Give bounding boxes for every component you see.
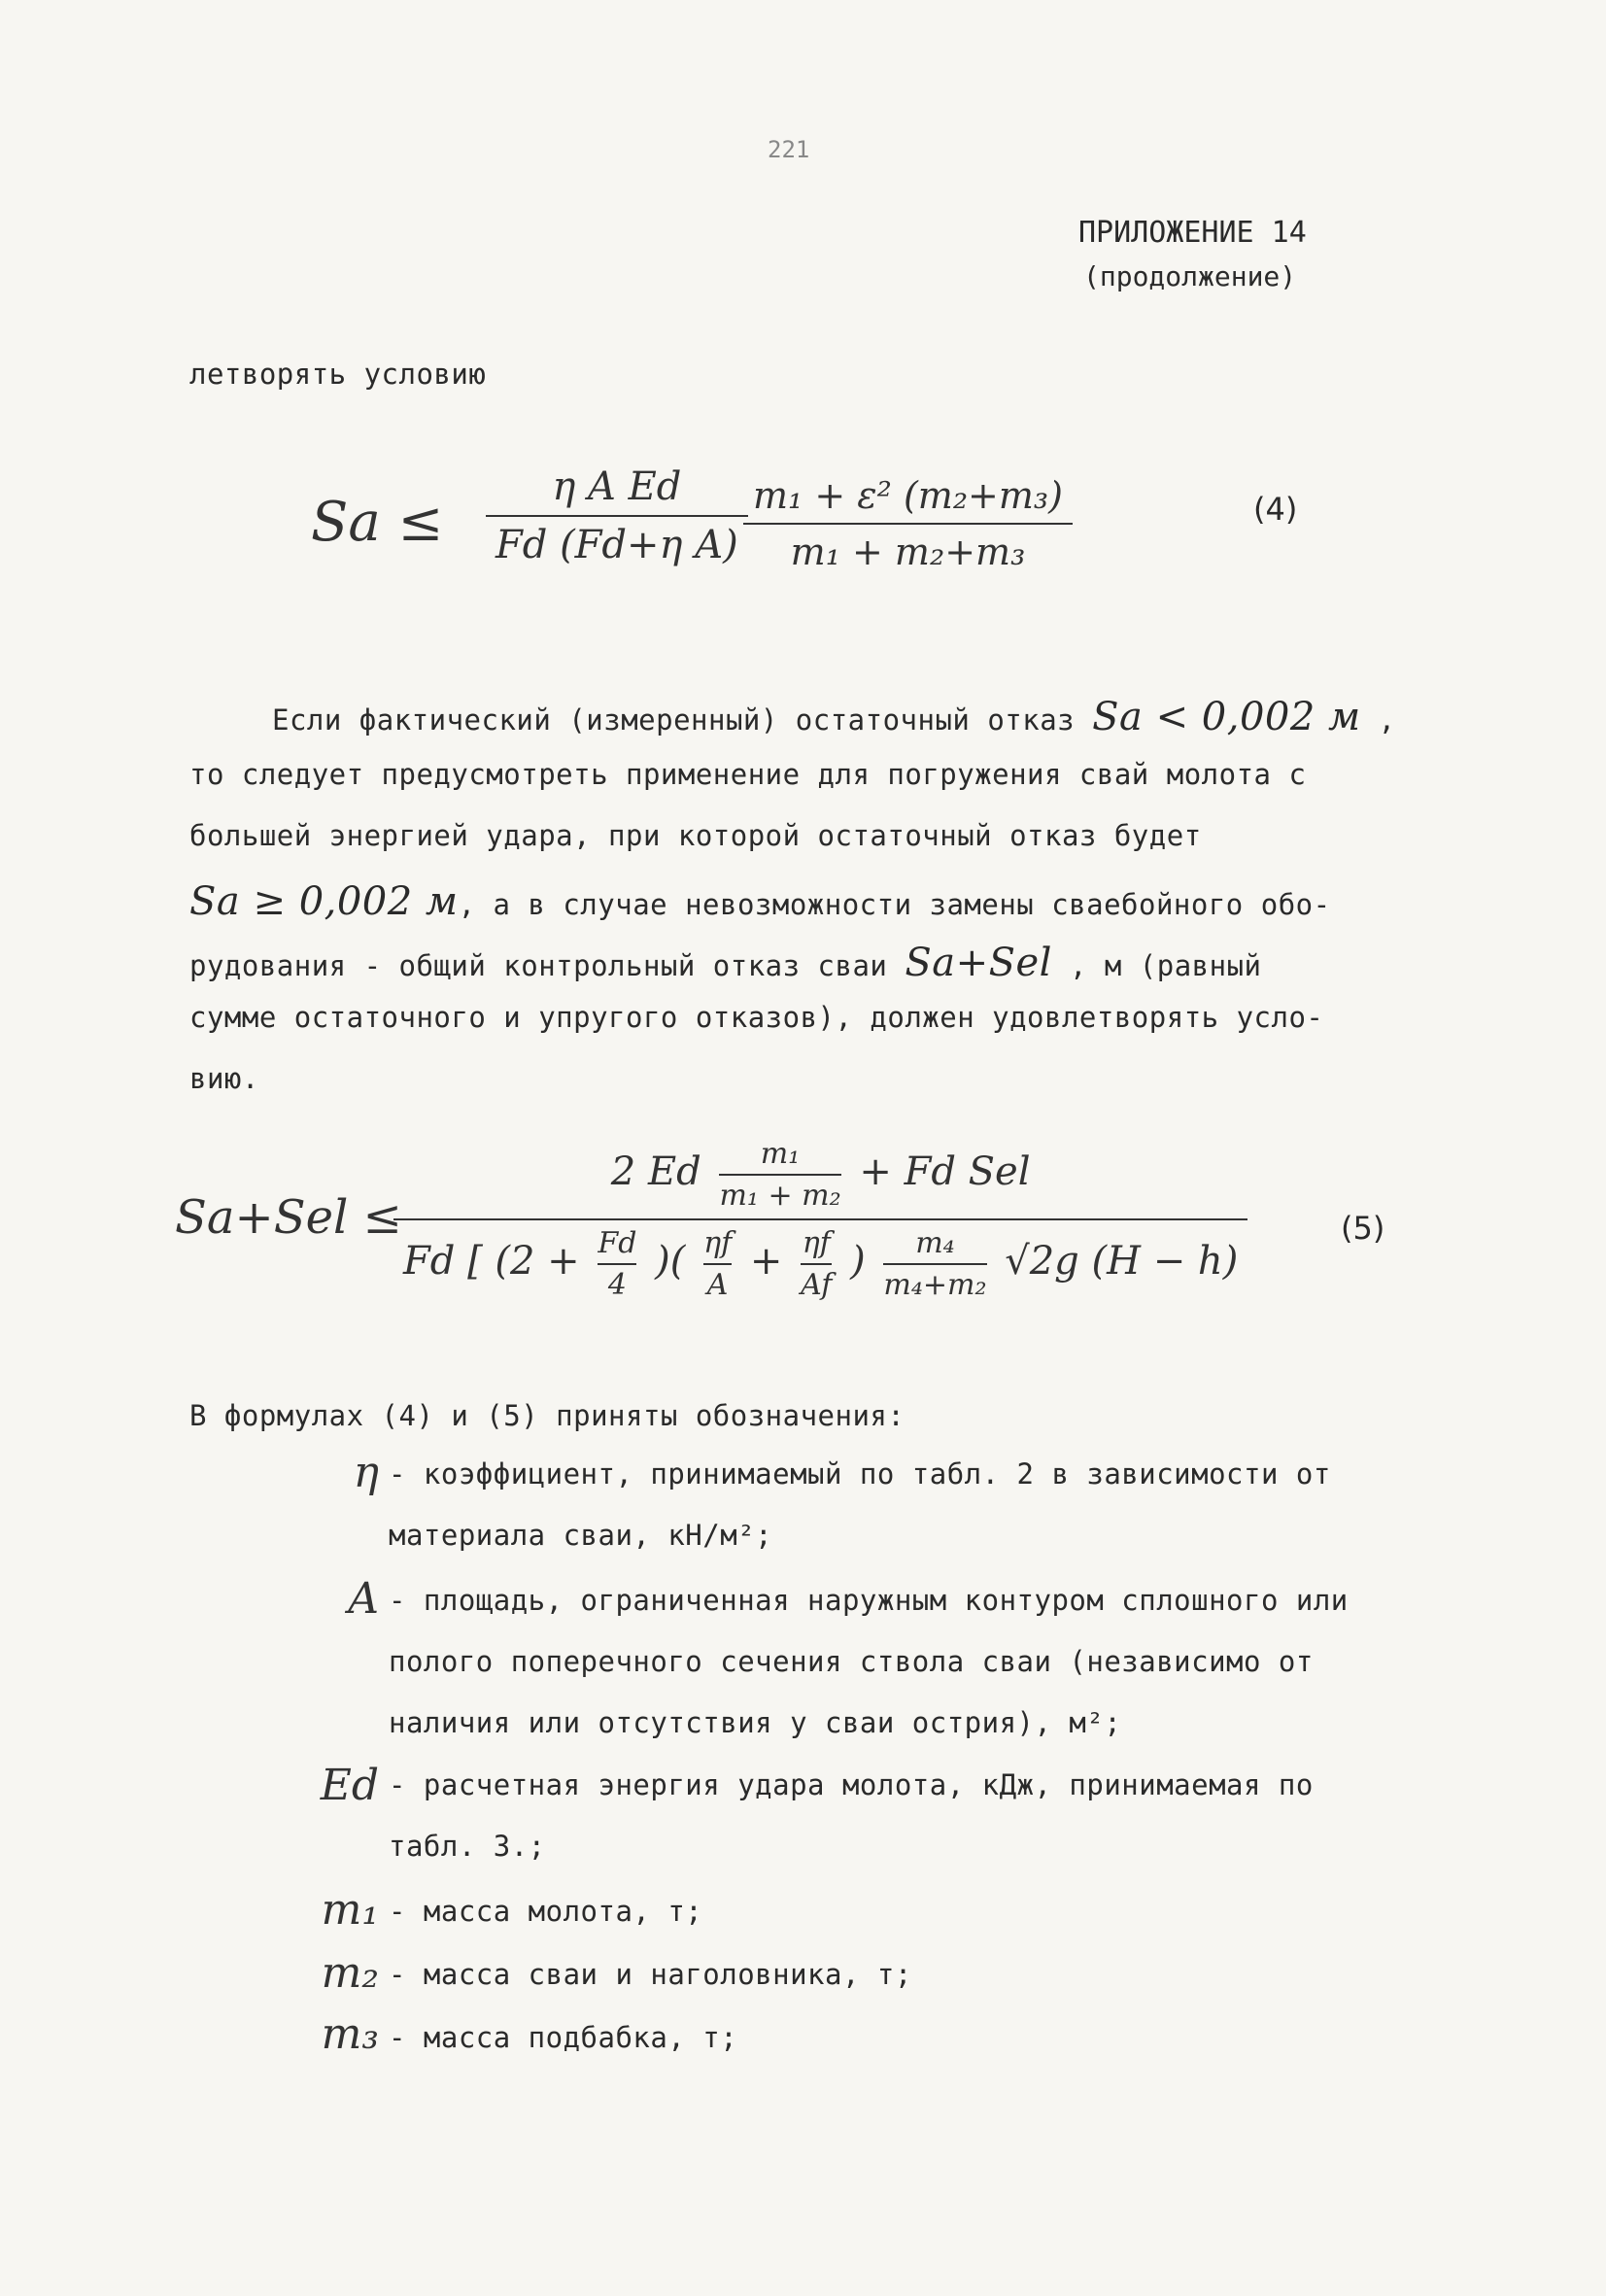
legend-symbol: Ed [320,1761,379,1810]
legend-definition: - площадь, ограниченная наружным контуром сплошного или [389,1584,1349,1617]
formula4-frac2-numerator: m₁ + ε² (m₂+m₃) [753,474,1063,517]
text-span: , м (равный [1051,949,1262,982]
formula-part: ηf [802,1226,831,1260]
formula-part: )( [655,1239,686,1284]
legend-definition: - масса подбабка, т; [389,2021,738,2054]
formula-part: 4 [607,1268,627,1302]
formula-subfraction [703,1226,732,1302]
formula5-numerator [601,1137,1041,1213]
appendix-title: ПРИЛОЖЕНИЕ 14 [1078,216,1307,250]
paragraph-line: то следует предусмотреть применение для погружения свай молота с [189,758,1307,791]
legend-definition: - масса молота, т; [389,1895,703,1928]
formula-part: m₄ [915,1226,955,1260]
legend-symbol: m₂ [321,1948,379,1998]
paragraph-line: вию. [189,1062,259,1095]
fraction-bar [393,1218,1247,1220]
formula4-frac2-denominator: m₁ + m₂+m₃ [790,531,1026,573]
formula5-denominator [393,1226,1247,1302]
formula-part: m₄+m₂ [883,1268,987,1302]
formula-part: Fd [598,1226,637,1260]
paragraph-line [189,879,1331,924]
formula-part: ) [850,1239,866,1284]
legend-symbol: m₃ [321,2009,379,2059]
legend-symbol: η [353,1448,379,1497]
formula4-fraction2 [743,474,1073,573]
fraction-bar [883,1263,986,1265]
formula-part: m₁ [760,1137,801,1171]
paragraph-line: большей энергией удара, при которой остаточный отказ будет [189,819,1202,852]
intro-text: летворять условию [189,358,487,391]
legend-symbol: m₁ [321,1885,379,1935]
formula-subfraction [598,1226,636,1302]
formula5-fraction [393,1137,1247,1302]
formula-subfraction [719,1137,840,1213]
formula4-number: (4) [1253,491,1298,528]
legend-definition: табл. 3.; [389,1830,546,1863]
formula4-frac1-numerator: η A Ed [552,464,682,509]
fraction-bar [486,515,748,517]
legend-definition: - расчетная энергия удара молота, кДж, принимаемая по [389,1768,1314,1801]
paragraph-line [272,695,1396,739]
formula-part: Af [801,1268,833,1302]
formula-part: A [706,1268,729,1302]
text-span: рудования - общий контрольный отказ сваи [189,949,906,982]
formula4-fraction1 [486,464,748,567]
text-span: , [1360,703,1396,737]
text-span: , а в случае невозможности замены сваебойного обо- [458,888,1331,921]
formula5-lhs: Sa+Sel ≤ [175,1190,402,1245]
fraction-bar [719,1174,840,1176]
legend-definition: - коэффициент, принимаемый по табл. 2 в зависимости от [389,1457,1331,1491]
legend-definition: материала сваи, кН/м²; [389,1519,773,1552]
inline-formula: Sa ≥ 0,002 м [189,879,459,924]
fraction-bar [743,523,1073,525]
legend-definition: наличия или отсутствия у сваи острия), м²; [389,1706,1122,1739]
formula-part: ηf [703,1226,733,1260]
formula-part: Fd [ (2 + [403,1239,580,1284]
formula-part: √2g (H − h) [1005,1239,1239,1284]
formula-subfraction [883,1226,986,1302]
inline-formula: Sa+Sel [905,941,1052,985]
inline-formula: Sa < 0,002 м [1092,695,1361,739]
formula4-lhs: Sa ≤ [311,491,444,554]
legend-definition: полого поперечного сечения ствола сваи (независимо от [389,1645,1314,1678]
legend-intro: В формулах (4) и (5) приняты обозначения: [189,1399,906,1432]
page-number: 221 [768,136,810,163]
formula-part: m₁ + m₂ [719,1179,841,1213]
text-span: Если фактический (измеренный) остаточный отказ [272,703,1093,737]
fraction-bar [598,1263,636,1265]
formula-subfraction [801,1226,832,1302]
appendix-subtitle: (продолжение) [1083,260,1297,292]
paragraph-line: сумме остаточного и упругого отказов), должен удовлетворять усло- [189,1001,1324,1034]
formula-part: + [749,1239,783,1284]
paragraph-line [189,941,1262,985]
fraction-bar [703,1263,732,1265]
formula-part: + Fd Sel [859,1149,1031,1194]
formula-part: 2 Ed [610,1149,701,1194]
formula4-frac1-denominator: Fd (Fd+η A) [495,523,738,567]
legend-definition: - масса сваи и наголовника, т; [389,1958,912,1991]
legend-symbol: A [348,1574,379,1624]
fraction-bar [801,1263,832,1265]
formula5-number: (5) [1341,1210,1385,1247]
